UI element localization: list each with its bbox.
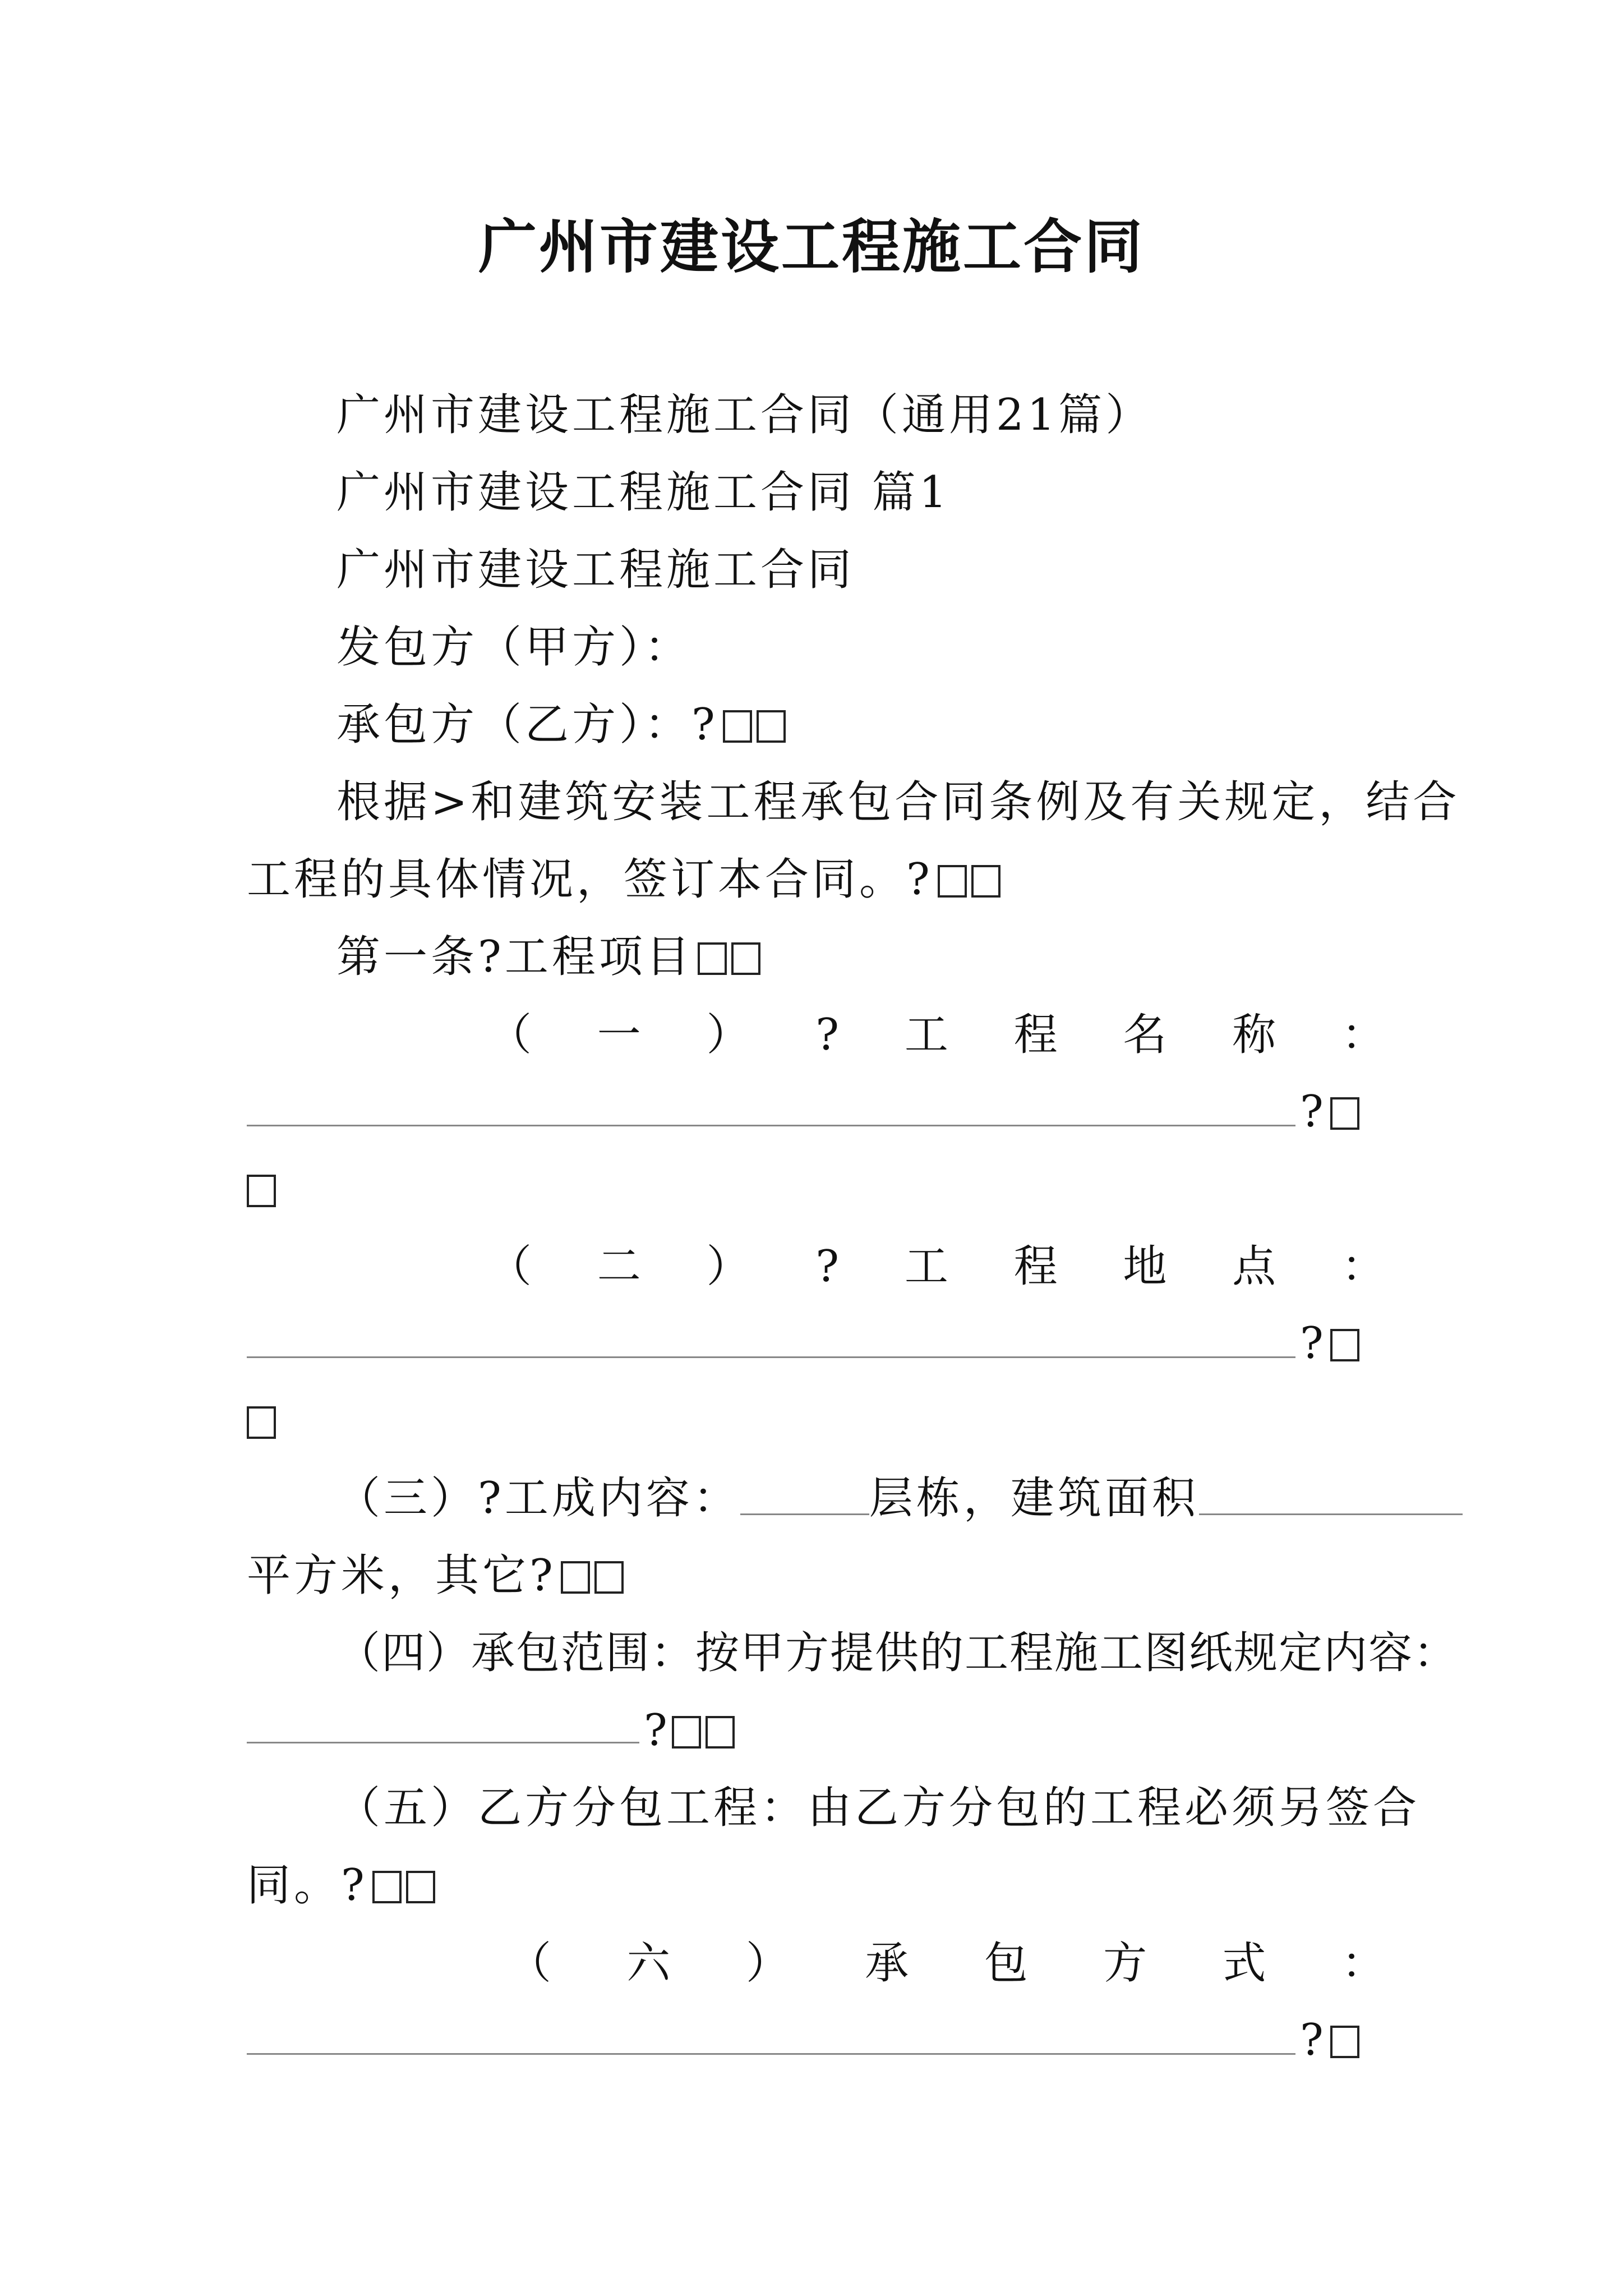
char: 地 [1123,1241,1167,1292]
checkbox [706,1716,735,1749]
item-4-end [644,1703,735,1759]
checkbox [1330,1097,1359,1130]
char: 点 [1232,1241,1276,1292]
char: ： [1341,1241,1385,1292]
item-3-line-2 [247,1548,624,1604]
item-6-end [1300,2012,1359,2068]
basis-line-1: 根据>和建筑安装工程承包合同条例及有关规定，结合 [336,777,1460,827]
checkbox [594,1561,624,1594]
checkbox [247,1406,276,1439]
article-1-heading [336,929,760,985]
checkbox [406,1871,435,1903]
basis-line-2-text: 工程的具体情况，签订本合同。? [247,854,933,905]
contract-mode-blank[interactable] [247,2053,1295,2055]
checkbox [757,710,786,743]
item-1-wrap [247,1161,276,1217]
question-mark: ? [1300,1318,1324,1369]
char: 程 [1013,1010,1058,1060]
char: 式 [1222,1938,1266,1989]
party-a-line: 发包方（甲方）： [336,622,692,673]
char: ? [815,1010,840,1060]
question-mark: ? [1300,2015,1324,2065]
char: 工 [904,1241,948,1292]
char: ） [706,1010,750,1060]
item-2-label [488,1239,1385,1295]
char: 二 [597,1241,641,1292]
item-1-label [488,1007,1385,1063]
project-location-blank[interactable] [247,1356,1295,1358]
document-subtitle: 广州市建设工程施工合同（通用21篇） [336,390,1153,440]
checkbox [723,710,752,743]
project-name-blank[interactable] [247,1125,1295,1126]
checkbox [731,942,760,975]
item-4-line: （四）承包范围：按甲方提供的工程施工图纸规定内容： [336,1628,1459,1678]
item-3-label: （三）?工成内容： [336,1473,740,1524]
char: ： [1341,1938,1385,1989]
section-heading: 广州市建设工程施工合同 篇1 [336,467,951,518]
party-b-label: 承包方（乙方）：? [336,700,718,750]
char: 承 [865,1938,909,1989]
item-6-label [508,1935,1385,1991]
char: 程 [1013,1241,1058,1292]
area-blank[interactable] [1199,1474,1463,1515]
char: 一 [597,1010,641,1060]
scope-blank[interactable] [247,1742,639,1743]
char: ? [815,1241,840,1292]
item-1-end [1300,1084,1359,1140]
question-mark: ? [1300,1087,1324,1137]
char: 称 [1232,1010,1276,1060]
char: （ [488,1010,532,1060]
contract-name: 广州市建设工程施工合同 [336,545,855,595]
checkbox [1330,2026,1359,2058]
char: 工 [904,1010,948,1060]
party-b-line [336,697,786,753]
item-3-mid: 层栋，建筑面积 [869,1473,1199,1524]
question-mark: ? [644,1705,667,1756]
basis-line-2 [247,852,1000,908]
item-5-line-2 [247,1857,435,1913]
item-3-end: 平方米，其它? [247,1550,556,1601]
char: 方 [1103,1938,1147,1989]
item-3-line [336,1470,1463,1526]
char: 包 [984,1938,1028,1989]
char: 六 [626,1938,671,1989]
char: ： [1341,1010,1385,1060]
char: （ [508,1938,552,1989]
checkbox [938,865,967,898]
item-5-end: 同。? [247,1860,368,1911]
item-5-line-1: （五）乙方分包工程：由乙方分包的工程必须另签合 [336,1783,1421,1833]
item-2-end [1300,1315,1359,1372]
checkbox [971,865,1000,898]
char: （ [488,1241,532,1292]
checkbox [672,1716,701,1749]
checkbox [1330,1329,1359,1361]
checkbox [698,942,727,975]
page-title: 广州市建设工程施工合同 [478,212,1145,281]
char: 名 [1123,1010,1167,1060]
article-1-text: 第一条?工程项目 [336,932,693,982]
floors-blank[interactable] [740,1474,869,1515]
checkbox [372,1871,402,1903]
checkbox [561,1561,590,1594]
item-2-wrap [247,1393,276,1449]
char: ） [706,1241,750,1292]
char: ） [745,1938,790,1989]
checkbox [247,1175,276,1207]
